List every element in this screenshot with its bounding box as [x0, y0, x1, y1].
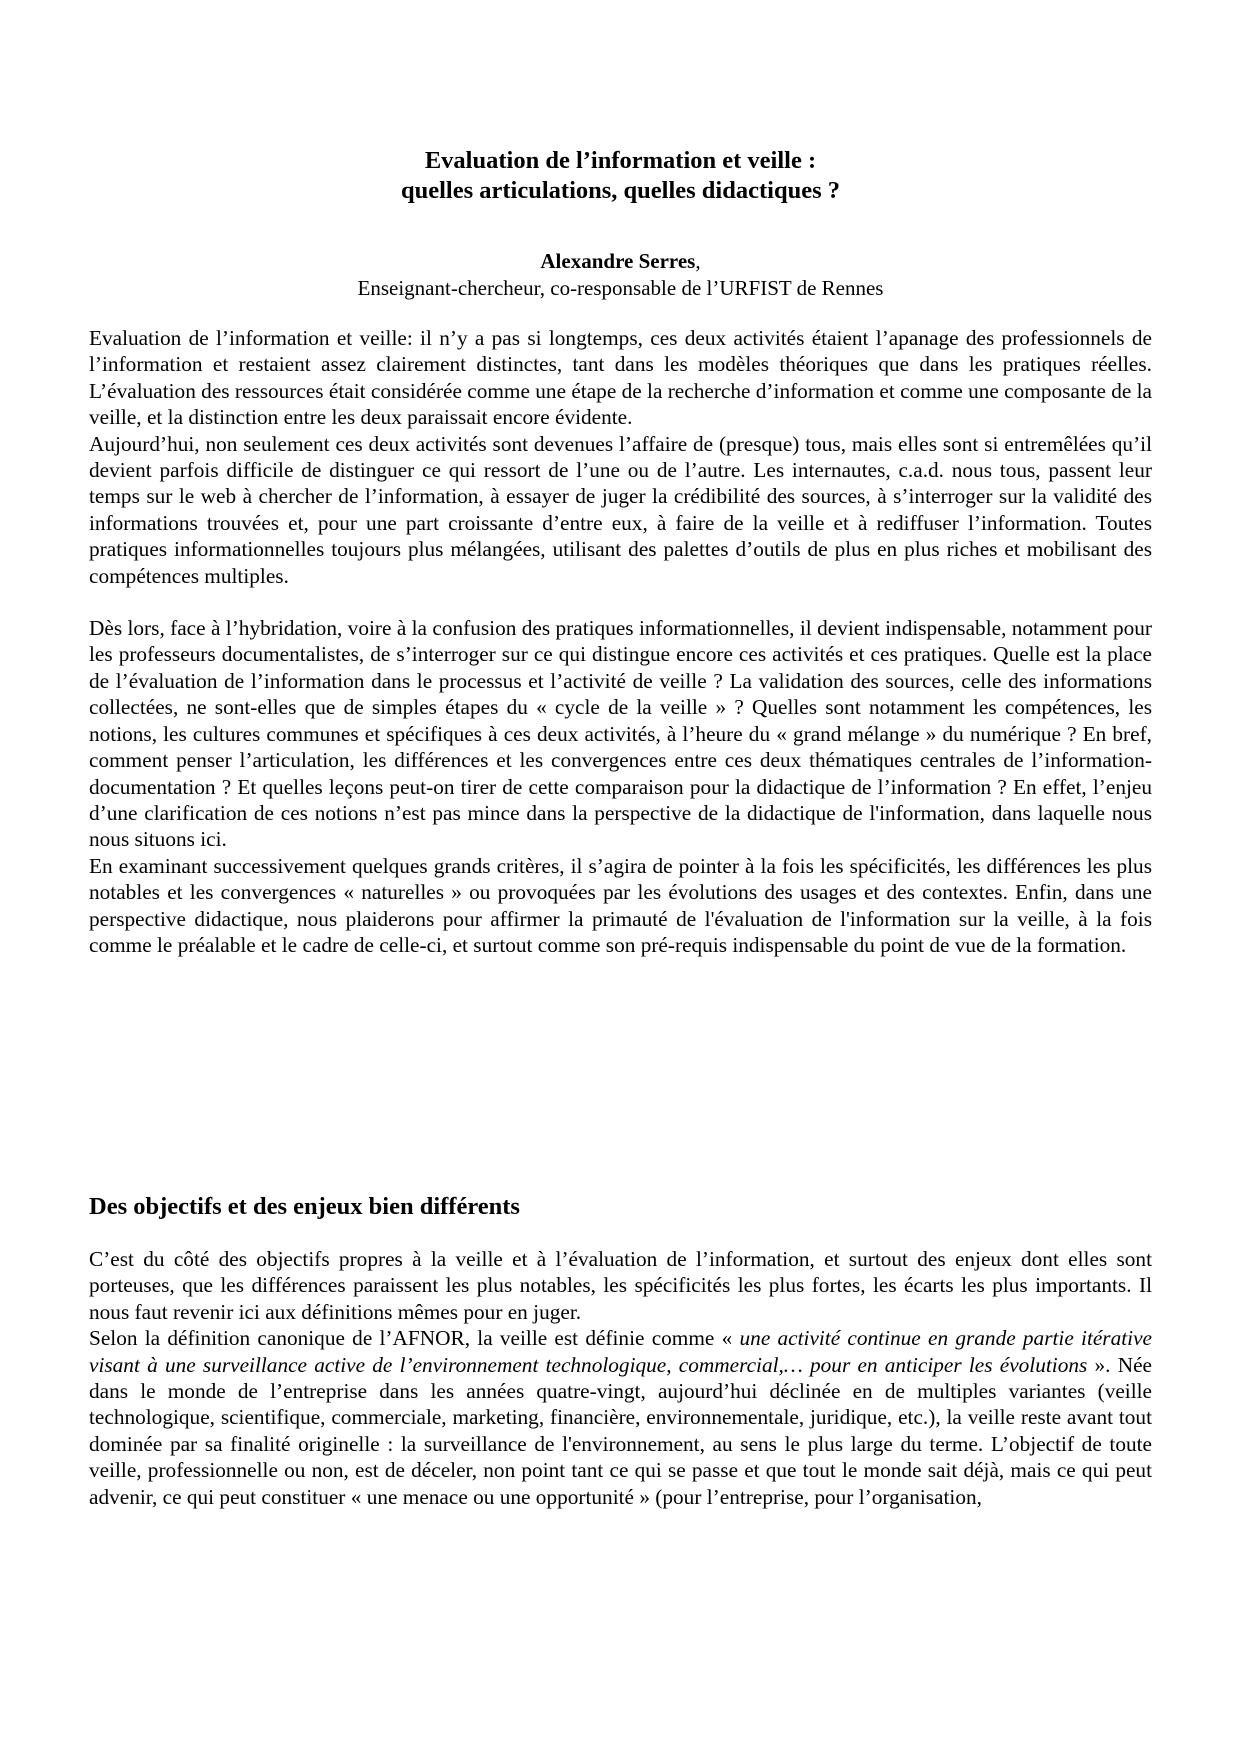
intro-section	[89, 325, 1152, 958]
document-title	[0, 146, 1241, 206]
section-body	[89, 1246, 1152, 1510]
section-paragraph-2	[89, 1325, 1152, 1510]
afnor-continuation: ». Née dans le monde de l’entreprise dans les années quatre-vingt, aujourd’hui déclinée en de multiples variantes (veille technologique, scientifique, commerciale, marketing, financière, environnementale, juridique, etc.), la veille reste avant tout dominée par sa finalité originelle : la surveillance de l'environnement, au sens le plus large du terme. L’objectif de toute veille, professionnelle ou non, est de déceler, non point tant ce qui se passe et que tout le monde sait déjà, mais ce qui peut advenir, ce qui peut constituer « une menace ou une opportunité » (pour l’entreprise, pour l’organisation,	[89, 1352, 1152, 1509]
title-line-2: quelles articulations, quelles didactiques ?	[400, 177, 840, 204]
paragraph-4: En examinant successivement quelques grands critères, il s’agira de pointer à la fois les spécificités, les différences les plus notables et les convergences « naturelles » ou provoquées par les évolutions des usages et des contextes. Enfin, dans une perspective didactique, nous plaiderons pour affirmer la primauté de l'évaluation de l'information sur la veille, à la fois comme le préalable et le cadre de celle-ci, et surtout comme son pré-requis indispensable du point de vue de la formation.	[89, 853, 1152, 957]
title-line-1: Evaluation de l’information et veille :	[424, 147, 817, 174]
paragraph-2: Aujourd’hui, non seulement ces deux activités sont devenues l’affaire de (presque) tous, mais elles sont si entremêlées qu’il devient parfois difficile de distinguer ce qui ressort de l’une ou de l’autre. Les internautes, c.a.d. nous tous, passent leur temps sur le web à chercher de l’information, à essayer de juger la crédibilité des sources, à s’interroger sur la validité des informations trouvées et, pour une part croissante d’entre eux, à faire de la veille et à rediffuser l’information. Toutes pratiques informationnelles toujours plus mélangées, utilisant des palettes d’outils de plus en plus riches et mobilisant des compétences multiples.	[89, 431, 1152, 588]
author-block	[0, 248, 1241, 302]
section-paragraph-1: C’est du côté des objectifs propres à la veille et à l’évaluation de l’information, et surtout des enjeux dont elles sont porteuses, que les différences paraissent les plus notables, les spécificités les plus fortes, les écarts les plus importants. Il nous faut revenir ici aux définitions mêmes pour en juger.	[89, 1247, 1152, 1324]
afnor-intro: Selon la définition canonique de l’AFNOR, la veille est définie comme «	[89, 1326, 740, 1351]
author-name: Alexandre Serres	[540, 249, 696, 273]
author-comma: ,	[695, 249, 701, 273]
section-heading: Des objectifs et des enjeux bien différents	[89, 1193, 520, 1220]
author-role: Enseignant-chercheur, co-responsable de l’URFIST de Rennes	[357, 276, 884, 300]
paragraph-1: Evaluation de l’information et veille: il n’y a pas si longtemps, ces deux activités étaient l’apanage des professionnels de l’information et restaient assez clairement distinctes, tant dans les modèles théoriques que dans les pratiques réelles. L’évaluation des ressources était considérée comme une étape de la recherche d’information et comme une composante de la veille, et la distinction entre les deux paraissait encore évidente.	[89, 326, 1153, 430]
afnor-definition-quote: une activité continue en grande partie itérative visant à une surveillance active de l’environnement technologique, commercial,… pour en anticiper les évolutions	[89, 1326, 1152, 1377]
paragraph-3: Dès lors, face à l’hybridation, voire à la confusion des pratiques informationnelles, il devient indispensable, notamment pour les professeurs documentalistes, de s’interroger sur ce qui distingue encore ces activités et ces pratiques. Quelle est la place de l’évaluation de l’information dans le processus et l’activité de veille ? La validation des sources, celle des informations collectées, ne sont-elles que de simples étapes du « cycle de la veille » ? Quelles sont notamment les compétences, les notions, les cultures communes et spécifiques à ces deux activités, à l’heure du « grand mélange » du numérique ? En bref, comment penser l’articulation, les différences et les convergences entre ces deux thématiques centrales de l’information-documentation ? Et quelles leçons peut-on tirer de cette comparaison pour la didactique de l’information ? En effet, l’enjeu d’une clarification de ces notions n’est pas mince dans la perspective de la didactique de l'information, dans laquelle nous nous situons ici.	[89, 616, 1152, 852]
